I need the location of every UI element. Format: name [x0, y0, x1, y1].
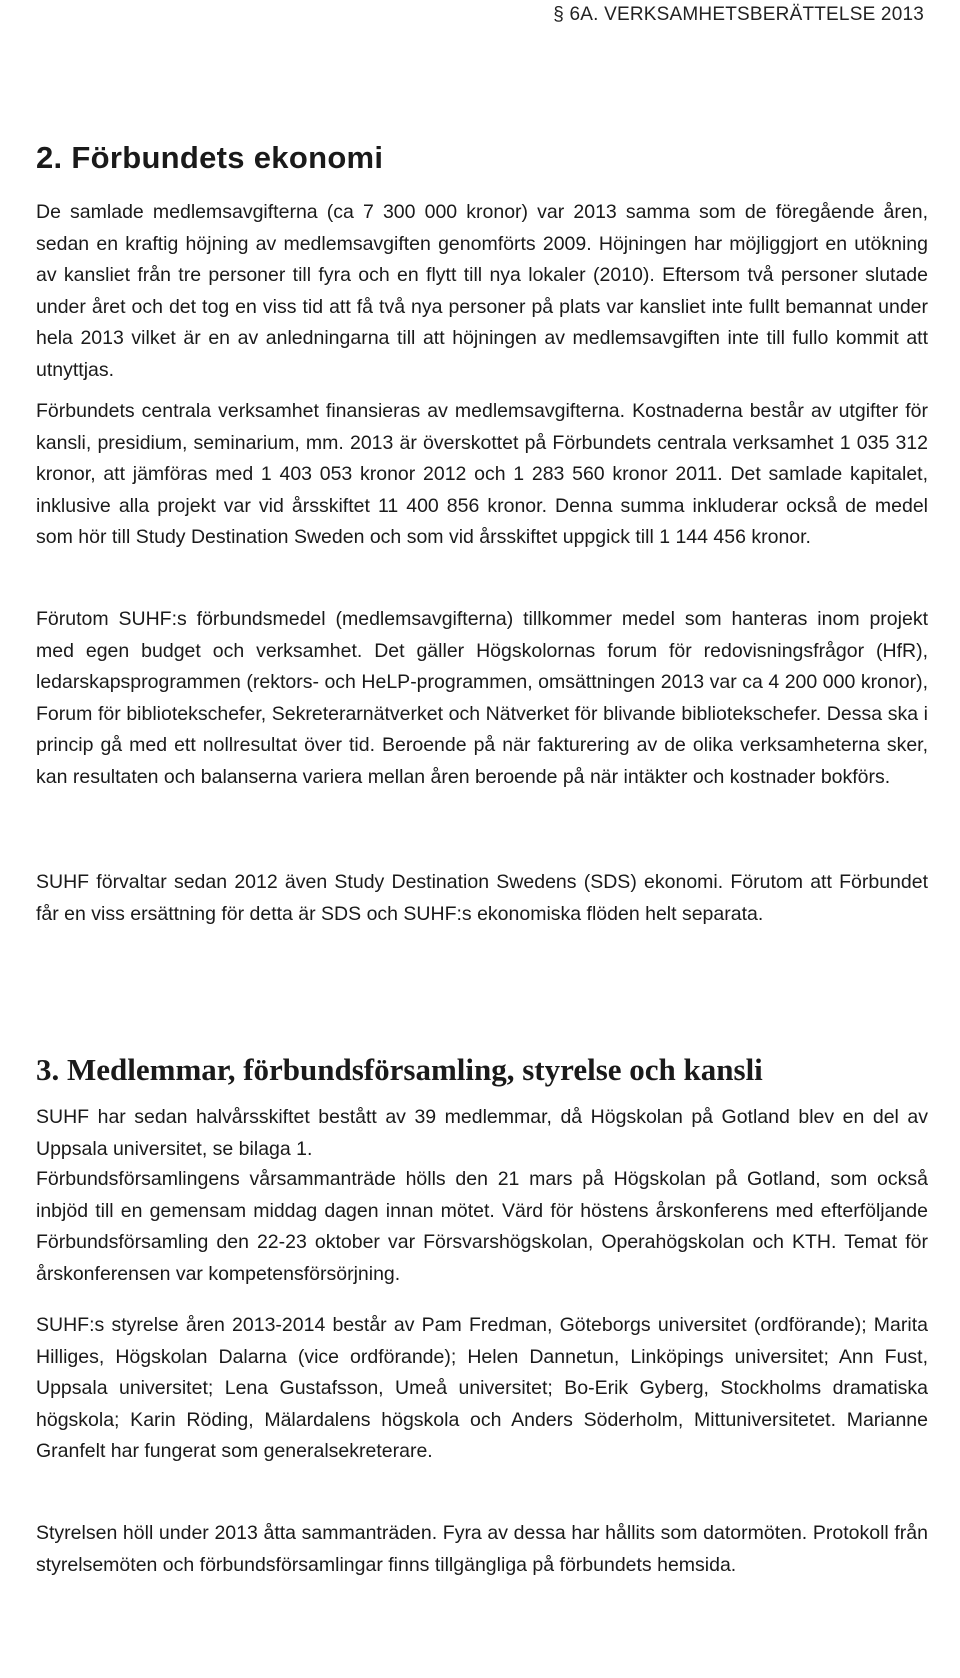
paragraph-members-assembly: Förbundsförsamlingens vårsammanträde hölls den 21 mars på Högskolan på Gotland, som också inbjöd till en gemensam middag dagen innan mötet. Värd för höstens årskonferens med efterföljande Förbundsförsamling den 22-23 oktober var Försvarshögskolan, Operahögskolan och KTH. Temat för årskonferensen var kompetensförsörjning.: [36, 1168, 928, 1285]
paragraph-economy-sds: SUHF förvaltar sedan 2012 även Study Destination Swedens (SDS) ekonomi. Förutom att Förbundet får en viss ersättning för detta är SDS och SUHF:s ekonomiska flöden helt separata.: [36, 871, 928, 925]
paragraph-members-board: SUHF:s styrelse åren 2013-2014 består av Pam Fredman, Göteborgs universitet (ordförande); Marita Hilliges, Högskolan Dalarna (vice ordförande); Helen Dannetun, Linköpings universitet; Ann Fust, Uppsala universitet; Lena Gustafsson, Umeå universitet; Bo-Erik Gyberg, Stockholms dramatiska högskola; Karin Röding, Mälardalens högskola och Anders Söderholm, Mittuniversitetet. Marianne Granfelt har fungerat som generalsekreterare.: [36, 1314, 928, 1462]
paragraph-economy-projects: Förutom SUHF:s förbundsmedel (medlemsavgifterna) tillkommer medel som hanteras inom projekt med egen budget och verksamhet. Det gäller Högskolornas forum för redovisningsfrågor (HfR), ledarskapsprogrammen (rektors- och HeLP-programmen, omsättningen 2013 var ca 4 200 000 kronor), Forum för bibliotekschefer, Sekreterarnätverket och Nätverket för blivande bibliotekschefer. Dessa ska i princip gå med ett nollresultat över tid. Beroende på när fakturering av de olika verksamheterna sker, kan resultaten och balanserna variera mellan åren beroende på när intäkter och kostnader bokförs.: [36, 608, 928, 788]
paragraph-economy-central-operations: Förbundets centrala verksamhet finansieras av medlemsavgifterna. Kostnaderna består av utgifter för kansli, presidium, seminarium, mm. 2013 är överskottet på Förbundets centrala verksamhet 1 035 312 kronor, att jämföras med 1 403 053 kronor 2012 och 1 283 560 kronor 2011. Det samlade kapitalet, inklusive alla projekt var vid årsskiftet 11 400 856 kronor. Denna summa inkluderar också de medel som hör till Study Destination Sweden och som vid årsskiftet uppgick till 1 144 456 kronor.: [36, 400, 928, 548]
section-heading-economy: 2. Förbundets ekonomi: [36, 140, 384, 175]
running-header: § 6A. VERKSAMHETSBERÄTTELSE 2013: [553, 4, 924, 25]
paragraph-members-board-meetings: Styrelsen höll under 2013 åtta sammanträden. Fyra av dessa har hållits som datormöten. Protokoll från styrelsemöten och förbundsförsamlingar finns tillgängliga på förbundets hemsida.: [36, 1522, 928, 1576]
paragraph-economy-membership-fees: De samlade medlemsavgifterna (ca 7 300 000 kronor) var 2013 samma som de föregående åren, sedan en kraftig höjning av medlemsavgiften genomförts 2009. Höjningen har möjliggjort en utökning av kansliet från tre personer till fyra och en flytt till nya lokaler (2010). Eftersom två personer slutade under året och det tog en viss tid att få två nya personer på plats var kansliet inte fullt bemannat under hela 2013 vilket är en av anledningarna till att höjningen av medlemsavgiften inte till fullo kommit att utnyttjas.: [36, 201, 928, 381]
section-heading-members: 3. Medlemmar, förbundsförsamling, styrelse och kansli: [36, 1052, 763, 1087]
paragraph-members-count: SUHF har sedan halvårsskiftet bestått av 39 medlemmar, då Högskolan på Gotland blev en del av Uppsala universitet, se bilaga 1.: [36, 1106, 928, 1160]
